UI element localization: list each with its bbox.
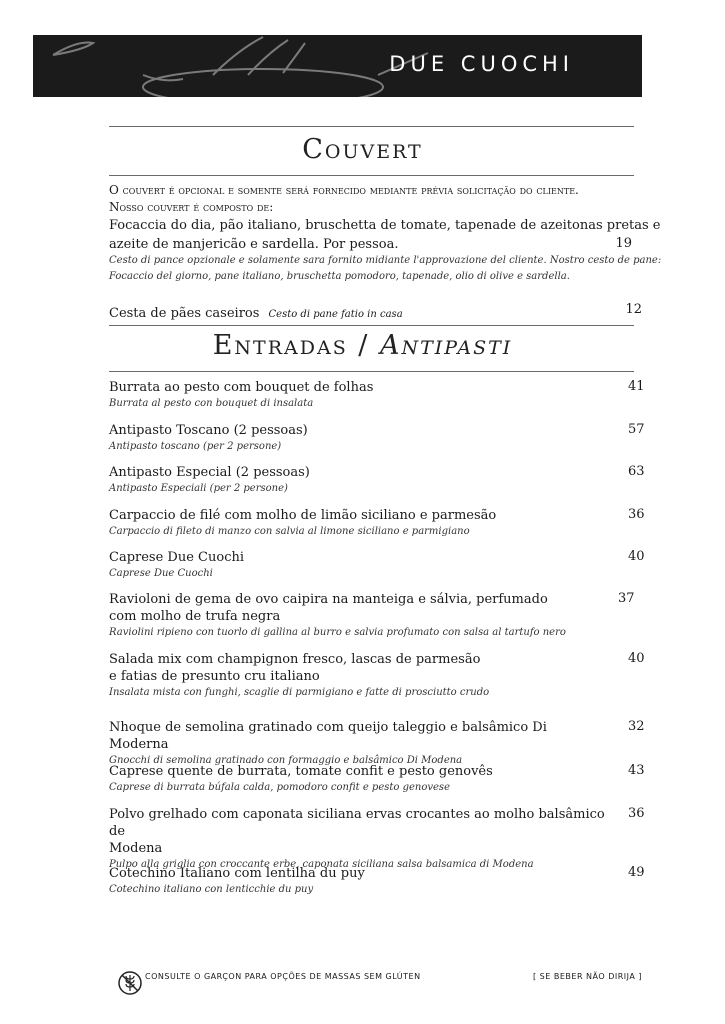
item-price: 40 <box>628 651 645 666</box>
item-price: 43 <box>628 763 645 778</box>
item-italian: Cotechino italiano con lenticchie du puy <box>109 884 314 895</box>
menu-item <box>109 507 645 539</box>
divider <box>109 126 634 127</box>
item-name: Antipasto Toscano (2 pessoas) <box>109 423 308 438</box>
couvert-price: 19 <box>615 236 632 251</box>
item-price: 63 <box>628 464 645 479</box>
item-name: Cotechino Italiano com lentilha du puy <box>109 866 365 881</box>
item-price: 41 <box>628 379 645 394</box>
menu-item <box>109 865 645 897</box>
item-name: Carpaccio de filé com molho de limão siciliano e parmesão <box>109 508 497 523</box>
item-name-continued: com molho de trufa negra <box>109 609 281 624</box>
brand-name: DUE CUOCHI <box>389 52 574 76</box>
item-name: Ravioloni de gema de ovo caipira na manteiga e sálvia, perfumado <box>109 592 548 607</box>
item-italian: Carpaccio di fileto di manzo con salvia al limone siciliano e parmigiano <box>109 526 470 537</box>
item-price: 49 <box>628 865 645 880</box>
couvert-italian-2: Focaccio del giorno, pane italiano, bruschetta pomodoro, tapenade, olio di olive e sardella. <box>109 271 570 282</box>
item-name-continued: e fatias de presunto cru italiano <box>109 669 320 684</box>
item-price: 40 <box>628 549 645 564</box>
item-italian: Antipasto Especiali (per 2 persone) <box>109 483 288 494</box>
gluten-free-icon <box>117 970 143 996</box>
header-banner <box>33 35 642 97</box>
entradas-title-pt: Entradas / <box>212 330 380 361</box>
item-name: Caprese Due Cuochi <box>109 550 245 565</box>
item-italian: Insalata mista con funghi, scaglie di parmigiano e fatte di prosciutto crudo <box>109 687 490 698</box>
entradas-title-it: Antipasti <box>380 330 513 361</box>
item-italian: Caprese di burrata búfala calda, pomodoro confit e pesto genovese <box>109 782 450 793</box>
couvert-description: Focaccia do dia, pão italiano, bruschetta de tomate, tapenade de azeitonas pretas e <box>109 218 661 233</box>
item-price: 36 <box>628 507 645 522</box>
menu-item <box>109 806 645 872</box>
item-name: Caprese quente de burrata, tomate confit e pesto genovês <box>109 764 493 779</box>
item-italian: Antipasto toscano (per 2 persone) <box>109 441 282 452</box>
gluten-note: CONSULTE O GARÇON PARA OPÇÕES DE MASSAS SEM GLÚTEN <box>145 972 421 981</box>
couvert-title: Couvert <box>302 134 423 165</box>
item-italian: Raviolini ripieno con tuorlo di gallina al burro e salvia profumato con salsa al tartufo nero <box>109 627 566 638</box>
item-italian: Burrata al pesto con bouquet di insalata <box>109 398 314 409</box>
item-price: 37 <box>618 591 635 606</box>
divider <box>109 325 634 326</box>
menu-item <box>109 379 645 411</box>
drink-note: [ SE BEBER NÃO DIRIJA ] <box>533 972 642 981</box>
item-name: Burrata ao pesto com bouquet de folhas <box>109 380 374 395</box>
item-name: Polvo grelhado com caponata siciliana ervas crocantes ao molho balsâmico de <box>109 807 605 839</box>
couvert-description-2: azeite de manjericão e sardella. Por pessoa. <box>109 237 399 252</box>
bread-basket-italian: Cesto di pane fatio in casa <box>268 309 403 320</box>
bread-basket-price: 12 <box>625 302 642 317</box>
bread-basket-name: Cesta de pães caseiros <box>109 306 260 321</box>
menu-item <box>109 763 645 795</box>
menu-item <box>109 591 635 640</box>
divider <box>109 175 634 176</box>
item-italian: Caprese Due Cuochi <box>109 568 213 579</box>
menu-item <box>109 549 645 581</box>
divider <box>109 371 634 372</box>
item-name: Antipasto Especial (2 pessoas) <box>109 465 310 480</box>
item-price: 32 <box>628 719 645 734</box>
item-name: Salada mix com champignon fresco, lascas de parmesão <box>109 652 481 667</box>
bread-basket-item <box>109 302 403 321</box>
couvert-notice-2: Nosso couvert é composto de: <box>109 200 274 214</box>
menu-item <box>109 719 645 768</box>
item-italian: Gnocchi di semolina gratinado con formaggio e balsâmico Di Modena <box>109 755 463 766</box>
couvert-italian: Cesto di pance opzionale e solamente sara fornito midiante l'approvazione del cliente. Nostro cesto de pane: <box>109 255 662 266</box>
item-name-continued: Modena <box>109 841 163 856</box>
item-price: 57 <box>628 422 645 437</box>
couvert-notice: O couvert é opcional e somente será fornecido mediante prévia solicitação do cliente. <box>109 183 579 197</box>
menu-item <box>109 651 645 700</box>
item-italian: Pulpo alla griglia con croccante erbe, caponata siciliana salsa balsamica di Modena <box>109 859 534 870</box>
menu-item <box>109 422 645 454</box>
menu-item <box>109 464 645 496</box>
item-name: Nhoque de semolina gratinado com queijo taleggio e balsâmico Di Moderna <box>109 720 547 752</box>
item-price: 36 <box>628 806 645 821</box>
entradas-title <box>0 330 725 361</box>
